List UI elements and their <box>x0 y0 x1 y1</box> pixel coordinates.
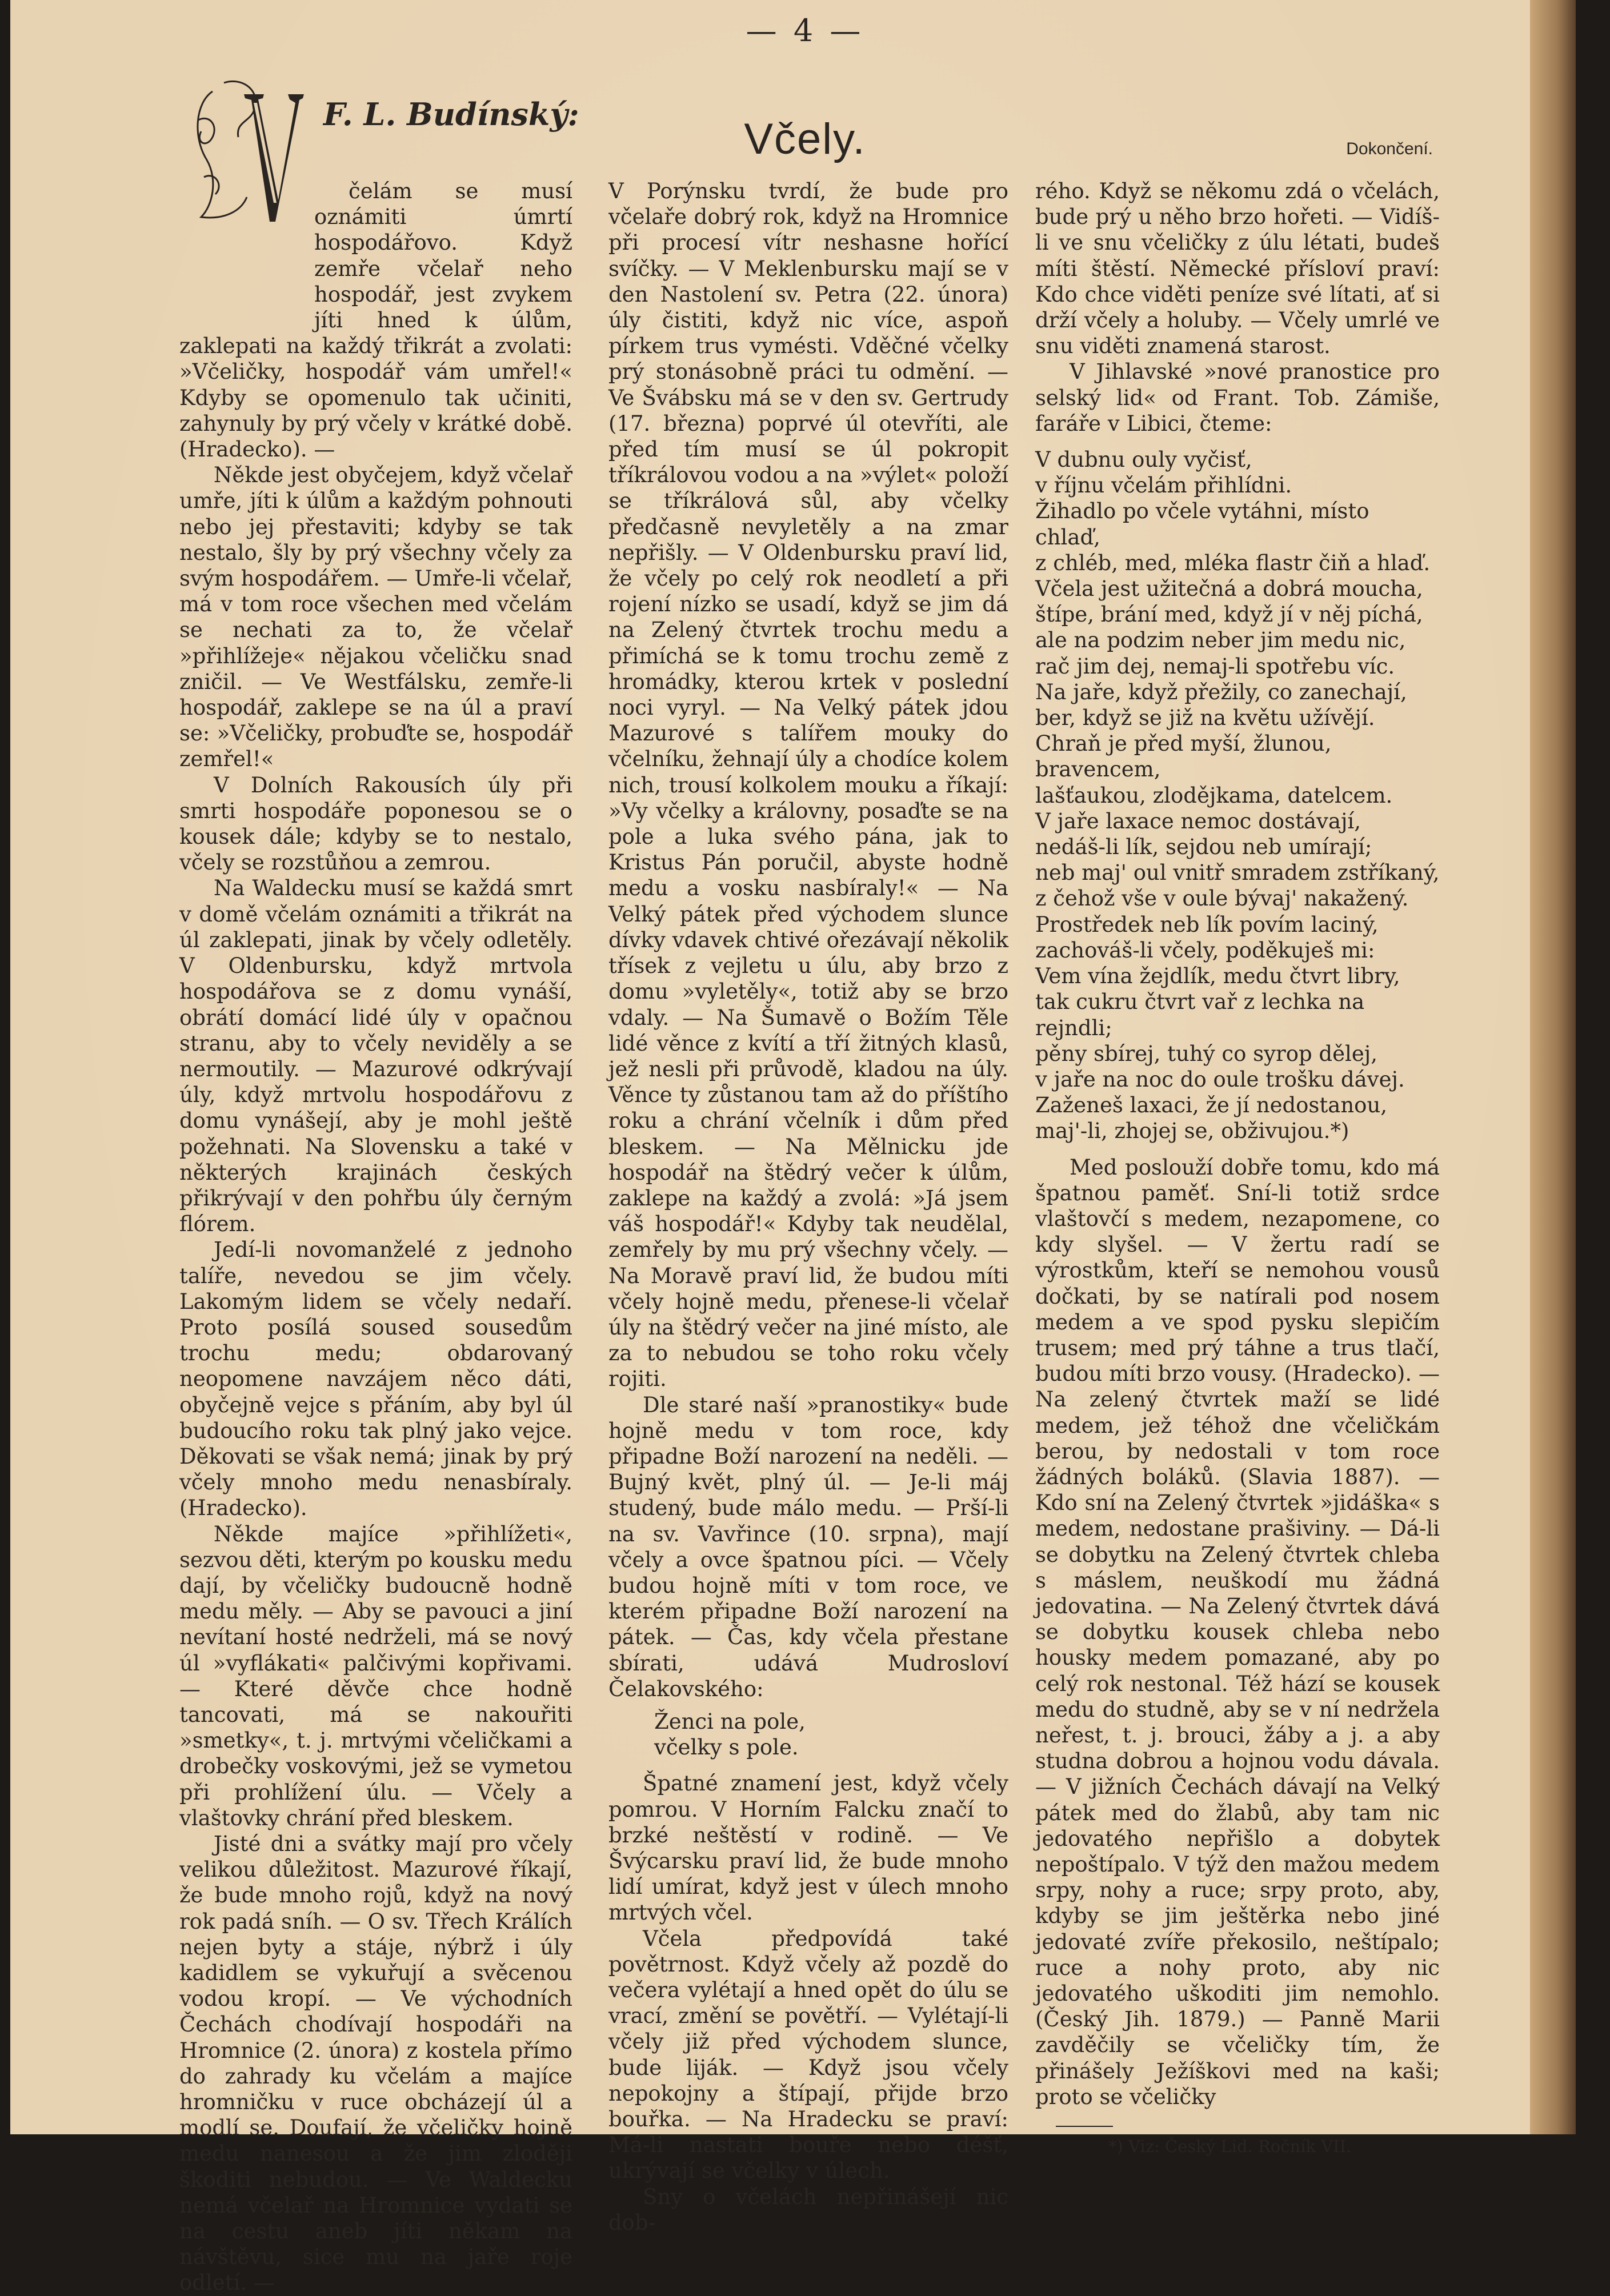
verse-line: zachováš-li včely, poděkuješ mi: <box>1035 937 1375 963</box>
verse-line: štípe, brání med, když jí v něj píchá, <box>1035 602 1423 627</box>
verse-line: ber, když se již na květu užívějí. <box>1035 706 1375 731</box>
paragraph: V Dolních Rakousích úly při smrti hospodáře poponesou se o kousek dále; kdyby se to nestalo, včely se rozstůňou a zemrou. <box>179 772 572 875</box>
verse-line: Na jaře, když přežily, co zanechají, <box>1035 679 1407 704</box>
verse-line: tak cukru čtvrt vař z lechka na rejndli; <box>1035 989 1365 1040</box>
paragraph: V Jihlavské »nové pranostice pro selský lid« od Frant. Tob. Zámiše, faráře v Libici, čteme: <box>1035 359 1440 436</box>
pranostika-verse <box>1035 447 1440 1144</box>
verse-line: Žihadlo po včele vytáhni, místo chlaď, <box>1035 499 1369 550</box>
column-1 <box>179 178 572 2296</box>
paragraph: Někde jest obyčejem, když včelař umře, jíti k úlům a každým pohnouti nebo jej přestaviti; kdyby se tak nestalo, šly by prý všechny včely za svým hospodářem. — Umře-li včelař, má v tom roce všechen med včelám se nechati za to, že včelař »přihlížeje« nějakou včeličku snad zničil. — Ve Westfálsku, zemře-li hospodář, zaklepe se na úl a praví se: »Včeličky, probuďte se, hospodář zemřel!« <box>179 463 572 772</box>
paragraph: Jedí-li novomanželé z jednoho talíře, nevedou se jim včely. Lakomým lidem se včely nedaří. Proto posílá soused sousedům trochu medu; obdarovaný neopomene navzájem něco dáti, obyčejně vejce s přáním, aby byl úl budoucího roku tak plný jako vejce. Děkovati se však nemá; jinak by prý včely mnoho medu nenasbíraly. (Hradecko). <box>179 1237 572 1521</box>
verse-line: Zaženeš laxaci, že jí nedostanou, <box>1035 1093 1388 1118</box>
column-3 <box>1035 178 1440 2159</box>
paragraph: Někde majíce »přihlížeti«, sezvou děti, kterým po kousku medu dají, by včeličky budoucně hodně medu měly. — Aby se pavouci a jiní nevítaní hosté nedrželi, má se nový úl »vyflákati« palčivými kopřivami. — Které děvče chce hodně tancovati, má se nakouřiti »smetky«, t. j. mrtvými včeličkami a drobečky voskovými, jež se vymetou při prohlížení úlu. — Včely a vlaštovky chrání před bleskem. <box>179 1521 572 1830</box>
paragraph: Dle staré naší »pranostiky« bude hojně medu v tom roce, kdy připadne Boží narození na neděli. — Bujný květ, plný úl. — Je-li máj studený, bude málo medu. — Prší-li na sv. Vavřince (10. srpna), mají včely a ovce špatnou píci. — Včely budou hojně míti v tom roce, ve kterém připadne Boží narození na pátek. — Čas, kdy včela přestane sbírati, udává Mudrosloví Čelakovského: <box>608 1392 1008 1701</box>
verse-line: V dubnu ouly vyčisť, <box>1035 447 1252 472</box>
article-title: Včely. <box>744 115 866 163</box>
verse-line: Chraň je před myší, žlunou, bravencem, <box>1035 731 1332 782</box>
footnote-rule <box>1056 2126 1113 2127</box>
paragraph: V Porýnsku tvrdí, že bude pro včelaře dobrý rok, když na Hromnice při procesí vítr neshasne hořící svíčky. — V Meklenbursku mají se v den Nastolení sv. Petra (22. února) úly čistiti, když nic více, aspoň pírkem trus vymésti. Vděčné včelky prý stonásobně práci tu odmění. — Ve Švábsku má se v den sv. Gertrudy (17. března) poprvé úl otevříti, ale před tím musí se úl pokropit tříkrálovou vodou a na »výlet« položí se tříkrálová sůl, aby včelky předčasně nevyletěly a na zmar nepřišly. — V Oldenbursku praví lid, že včely po celý rok neodletí a při rojení nízko se usadí, když se jim dá na Zelený čtvrtek trochu medu a přimíchá se k tomu trochu země z hromádky, kterou krtek v poslední noci vyryl. — Na Velký pátek jdou Mazurové s talířem mouky do včelníku, žehnají úly a chodíce kolem nich, trousí kolkolem mouku a říkají: »Vy včelky a královny, posaďte se na pole a luka svého pána, jak to Kristus Pán poručil, abyste hodně medu a vosku nasbíraly!« — Na Velký pátek před východem slunce dívky vdavek chtivé ořezávají několik třísek z vejletu u úlu, aby brzo z domu »vyletěly«, totiž aby se brzo vdaly. — Na Šumavě o Božím Těle lidé věnce z kvítí a tří žitných klasů, jež nesli při průvodě, kladou na úly. Věnce ty zůstanou tam až do příštího roku a chrání včelník i dům před bleskem. — Na Mělnicku jde hospodář na štědrý večer k úlům, zaklepe na každý a zvolá: »Já jsem váš hospodář!« Kdyby tak neudělal, zemřely by mu prý všechny včely. — Na Moravě praví lid, že budou míti včely hojně medu, přenese-li včelař úly na štědrý večer na jiné místo, ale za to nebudou se toho roku včely rojiti. <box>608 179 1008 1392</box>
verse-line: Prostředek neb lík povím laciný, <box>1035 912 1379 937</box>
verse-line: neb maj' oul vnitř smradem zstříkaný, <box>1035 860 1440 885</box>
author-name: F. L. Budínský: <box>323 96 579 133</box>
page-number: — 4 — <box>746 13 864 49</box>
verse-line: v říjnu včelám přihlídni. <box>1035 473 1292 498</box>
page-edge <box>1530 0 1576 2134</box>
paragraph: rého. Když se někomu zdá o včelách, bude prý u něho brzo hořeti. — Vidíš-li ve snu včeličky z úlu létati, budeš míti štěstí. Německé přísloví praví: Kdo chce viděti peníze své lítati, ať si drží včely a holuby. — Včely umrlé ve snu viděti znamená starost. <box>1035 179 1440 359</box>
footnote: *) Viz: Český Lid. Ročník VII. <box>1108 2137 1352 2157</box>
continued-label: Dokončení. <box>1346 139 1433 158</box>
verse-line: nedáš-li lík, sejdou neb umírají; <box>1035 835 1372 860</box>
verse-line: Vem vína žejdlík, medu čtvrt libry, <box>1035 964 1400 989</box>
paragraph: Sny o včelách nepřinášejí nic dob- <box>608 2184 1008 2235</box>
paragraph: Med poslouží dobře tomu, kdo má špatnou paměť. Sní-li totiž srdce vlaštovčí s medem, nezapomene, co kdy slyšel. — V žertu radí se výrostkům, kteří se nemohou vousů dočkati, by se natírali pod nosem medem a ve spod pysku slepičím trusem; med prý táhne a trus tlačí, budou míti brzo vousy. (Hradecko). — Na zelený čtvrtek maží se lidé medem, jež téhož dne včeličkám berou, by nedostali v tom roce žádných boláků. (Slavia 1887). — Kdo sní na Zelený čtvrtek »jidáška« s medem, nedostane prašiviny. — Dá-li se dobytku na Zelený čtvrtek chleba s máslem, neuškodí mu žádná jedovatina. — Na Zelený čtvrtek dává se dobytku kousek chleba nebo housky medem pomazané, aby po celý rok nestonal. Též hází se kousek medu do studně, aby se v ní nedržela neřest, t. j. brouci, žáby a j. a aby studna dobrou a hojnou vodu dávala. — V jižních Čechách dávají na Velký pátek med do žlabů, aby tam nic jedovatého nepřišlo a dobytek nepoštípalo. V týž den mažou medem srpy, nohy a ruce; srpy proto, aby, kdyby se jim ještěrka nebo jiné jedovaté zvíře překosilo, neštípalo; ruce a nohy proto, aby nic jedovatého uškoditi jim nemohlo. (Český Jih. 1879.) — Panně Marii zavděčily se včeličky tím, že přinášely Ježíškovi med na kaši; proto se včeličky <box>1035 1155 1440 2109</box>
verse-line: z chléb, med, mléka flastr čiň a hlaď. <box>1035 550 1431 575</box>
verse-line: Ženci na pole, <box>654 1709 806 1734</box>
paragraph: Včela předpovídá také povětrnost. Když včely až pozdě do večera vylétají a hned opět do úlu se vrací, změní se povětří. — Vylétají-li včely již před východem slunce, bude liják. — Když jsou včely nepokojny a štípají, přijde brzo bouřka. — Na Hradecku se praví: Má-li nastati bouře nebo déšť, ukrývají se včelky v úlech. <box>608 1926 1008 2183</box>
paragraph: čelám se musí oznámiti úmrtí hospodářovo. Když zemře včelař neho hospodář, jest zvykem jíti hned k úlům, zaklepati na každý třikrát a zvolati: »Včeličky, hospodář vám umřel!« Kdyby se opomenulo tak učiniti, zahynuly by prý včely v krátké době. (Hradecko). — <box>179 179 572 462</box>
paragraph: Na Waldecku musí se každá smrt v domě včelám oznámiti a třikrát na úl zaklepati, jinak by včely odletěly. V Oldenbursku, když mrtvola hospodářova se z domu vynáší, obrátí domácí lidé úly v opačnou stranu, aby to včely neviděly a se nermoutily. — Mazurové odkrývají úly, když mrtvolu hospodářovu z domu vynášejí, aby je mohl ještě požehnati. Na Slovensku a také v některých krajinách českých přikrývají v den pohřbu úly černým flórem. <box>179 876 572 1237</box>
verse-line: v jaře na noc do oule trošku dávej. <box>1035 1067 1405 1092</box>
verse-line: z čehož vše v oule bývaj' nakažený. <box>1035 886 1409 911</box>
verse-line: pěny sbírej, tuhý co syrop dělej, <box>1035 1041 1377 1066</box>
column-2 <box>608 178 1008 2235</box>
verse-line: ale na podzim neber jim medu nic, <box>1035 628 1406 653</box>
verse-line: Včela jest užitečná a dobrá moucha, <box>1035 576 1423 602</box>
proverb-verse <box>654 1709 1008 1760</box>
paragraph: Jisté dni a svátky mají pro včely velikou důležitost. Mazurové říkají, že bude mnoho rojů, když na nový rok padá sníh. — O sv. Třech Králích nejen byty a stáje, nýbrž i úly kadidlem se vykuřují a svěcenou vodou kropí. — Ve východních Čechách chodívají hospodáři na Hromnice (2. února) z kostela přímo do zahrady ku včelám a majíce hromničku v ruce obcházejí úl a modlí se. Doufají, že včeličky hojně medu nanesou a že jim zloději škoditi nebudou. — Ve Waldecku nemá včelař na Hromnice vydati se na cestu aneb jíti někam na návštěvu, sice mu na jaře roje odletí. — <box>179 1832 572 2295</box>
verse-line: V jaře laxace nemoc dostávají, <box>1035 808 1361 834</box>
verse-line: lašťaukou, zlodějkama, datelcem. <box>1035 783 1393 808</box>
verse-line: maj'-li, zhojej se, obživujou.*) <box>1035 1119 1349 1144</box>
paragraph: Špatné znamení jest, když včely pomrou. V Horním Falcku značí to brzké neštěstí v rodině. — Ve Švýcarsku praví lid, že bude mnoho lidí umírat, když jest v úlech mnoho mrtvých včel. <box>608 1771 1008 1925</box>
verse-line: rač jim dej, nemaj-li spotřebu víc. <box>1035 654 1395 679</box>
verse-line: včelky s pole. <box>654 1735 799 1760</box>
